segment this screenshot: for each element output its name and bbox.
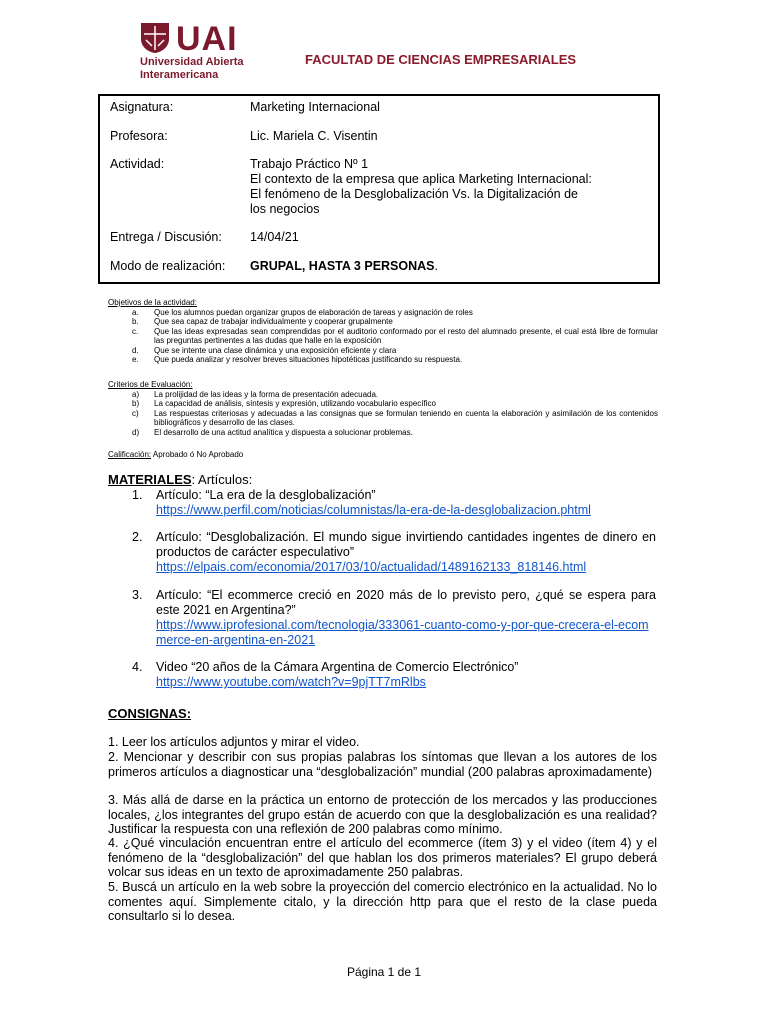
list-item xyxy=(108,327,658,346)
consignas-heading: CONSIGNAS: xyxy=(108,706,192,721)
profesora-value: Lic. Mariela C. Visentin xyxy=(250,129,378,143)
shield-icon xyxy=(140,22,170,54)
criterios-list xyxy=(108,390,658,438)
page-footer: Página 1 de 1 xyxy=(346,965,422,979)
item-text: Que pueda analizar y resolver breves situaciones hipotéticas justificando su respuesta. xyxy=(154,355,463,364)
item-marker: b) xyxy=(132,399,140,408)
list-item xyxy=(108,428,658,438)
item-text: El desarrollo de una actitud analítica y dispuesta a solucionar problemas. xyxy=(154,427,413,437)
modo-suffix: . xyxy=(434,259,438,273)
list-item xyxy=(108,346,658,356)
course-info-box xyxy=(98,94,660,284)
logo-line-2: Interamericana xyxy=(140,69,219,81)
faculty-title: FACULTAD DE CIENCIAS EMPRESARIALES xyxy=(305,52,577,67)
asignatura-label: Asignatura: xyxy=(110,100,174,114)
consigna-2: 2. Mencionar y describir con sus propias palabras los síntomas que llevan a los autores de los primeros artículos a diagnosticar una “desglobalización” mundial (200 palabras aproximadamente) xyxy=(108,750,657,779)
list-item xyxy=(108,409,658,428)
materiales-suffix: : Artículos: xyxy=(191,472,253,487)
materiales-heading xyxy=(108,472,252,487)
item-text: La capacidad de análisis, síntesis y expresión, utilizando vocabulario específico xyxy=(154,399,436,408)
calificacion-value: Aprobado ó No Aprobado xyxy=(151,450,244,459)
video-link[interactable]: https://www.youtube.com/watch?v=9pjTT7mRlbs xyxy=(156,675,426,689)
actividad-line-2: El contexto de la empresa que aplica Marketing Internacional: xyxy=(250,172,592,186)
item-text: La prolijidad de las ideas y la forma de presentación adecuada. xyxy=(154,389,379,399)
consigna-1: 1. Leer los artículos adjuntos y mirar el video. xyxy=(108,735,360,749)
actividad-line-4: los negocios xyxy=(250,202,320,216)
consigna-3: 3. Más allá de darse en la práctica un entorno de protección de los mercados y las producciones locales, ¿los integrantes del grupo están de acuerdo con que la desglobalización es una realidad? Justificar la respuesta con una reflexión de 200 palabras como mínimo. xyxy=(108,793,657,836)
article-link[interactable]: https://www.iprofesional.com/tecnologia/333061-cuanto-como-y-por-que-crecera-el-ecommerce-en-argentina-en-2021 xyxy=(156,618,649,647)
item-marker: a. xyxy=(132,307,139,317)
actividad-line-1: Trabajo Práctico Nº 1 xyxy=(250,157,369,171)
item-text: Las respuestas criteriosas y adecuadas a las consignas que se formulan teniendo en cuenta la elaboración y asimilación de los contenidos bibliográficos y desarrollo de las clases. xyxy=(154,408,658,427)
item-number: 2. xyxy=(132,530,143,544)
item-marker: a) xyxy=(132,389,140,399)
article-link[interactable]: https://www.perfil.com/noticias/columnistas/la-era-de-la-desglobalizacion.phtml xyxy=(156,503,591,517)
list-item xyxy=(108,399,658,409)
modo-value xyxy=(250,259,650,274)
item-text: Que las ideas expresadas sean comprendidas por el auditorio conformado por el resto del alumnado presente, el cual está libre de formular las preguntas pertinentes a las dudas que halle en la exposición xyxy=(154,326,658,345)
item-text: Artículo: “El ecommerce creció en 2020 más de lo previsto pero, ¿qué se espera para este 2021 en Argentina?” xyxy=(156,588,656,617)
logo-text: UAI xyxy=(176,20,238,58)
criterios-section xyxy=(108,380,658,437)
item-marker: d. xyxy=(132,345,139,355)
consigna-4: 4. ¿Qué vinculación encuentran entre el artículo del ecommerce (ítem 3) y el video (ítem 4) y el fenómeno de la “desglobalización” del que hablan los dos primeros materiales? El grupo deberá volcar sus ideas en un texto de aproximadamente 250 palabras. xyxy=(108,836,657,879)
item-text: Artículo: “La era de la desglobalización” xyxy=(156,488,376,502)
consigna-5: 5. Buscá un artículo en la web sobre la proyección del comercio electrónico en la actualidad. No lo comentes aquí. Simplemente citalo, y la dirección http para que el resto de la clase pueda consultarlo si lo desea. xyxy=(108,880,657,923)
entrega-label: Entrega / Discusión: xyxy=(110,230,222,244)
actividad-line-3: El fenómeno de la Desglobalización Vs. la Digitalización de xyxy=(250,187,578,201)
article-link[interactable]: https://elpais.com/economia/2017/03/10/actualidad/1489162133_818146.html xyxy=(156,560,587,574)
item-text: Que los alumnos puedan organizar grupos de elaboración de tareas y asignación de roles xyxy=(154,307,473,317)
modo-text: GRUPAL, HASTA 3 PERSONAS xyxy=(250,259,435,273)
calificacion-label: Calificación: xyxy=(108,450,152,459)
entrega-value: 14/04/21 xyxy=(250,230,299,244)
item-marker: c) xyxy=(132,408,139,418)
actividad-label: Actividad: xyxy=(110,157,165,171)
item-marker: b. xyxy=(132,317,139,326)
item-marker: d) xyxy=(132,427,140,437)
list-item xyxy=(108,317,658,327)
profesora-label: Profesora: xyxy=(110,129,168,143)
objetivos-list xyxy=(108,308,658,365)
list-item xyxy=(108,390,658,400)
asignatura-value: Marketing Internacional xyxy=(250,100,380,114)
item-number: 4. xyxy=(132,660,143,674)
objetivos-title: Objetivos de la actividad: xyxy=(108,298,197,307)
list-item xyxy=(108,308,658,318)
item-number: 1. xyxy=(132,488,143,502)
materiales-head: MATERIALES xyxy=(108,472,192,487)
item-text: Que sea capaz de trabajar individualmente y cooperar grupalmente xyxy=(154,317,393,326)
logo-line-1: Universidad Abierta xyxy=(140,56,244,68)
objetivos-section xyxy=(108,298,658,365)
actividad-value xyxy=(250,157,650,217)
item-text: Video “20 años de la Cámara Argentina de Comercio Electrónico” xyxy=(156,660,519,674)
item-marker: c. xyxy=(132,326,139,336)
uai-logo xyxy=(140,22,260,84)
item-text: Artículo: “Desglobalización. El mundo sigue invirtiendo cantidades ingentes de dinero en productos de carácter especulativo” xyxy=(156,530,656,559)
item-number: 3. xyxy=(132,588,143,602)
modo-label: Modo de realización: xyxy=(110,259,226,273)
item-marker: e. xyxy=(132,355,139,364)
list-item xyxy=(108,355,658,365)
calificacion xyxy=(108,450,658,460)
criterios-title: Criterios de Evaluación: xyxy=(108,380,193,389)
item-text: Que se intente una clase dinámica y una exposición eficiente y clara xyxy=(154,345,397,355)
